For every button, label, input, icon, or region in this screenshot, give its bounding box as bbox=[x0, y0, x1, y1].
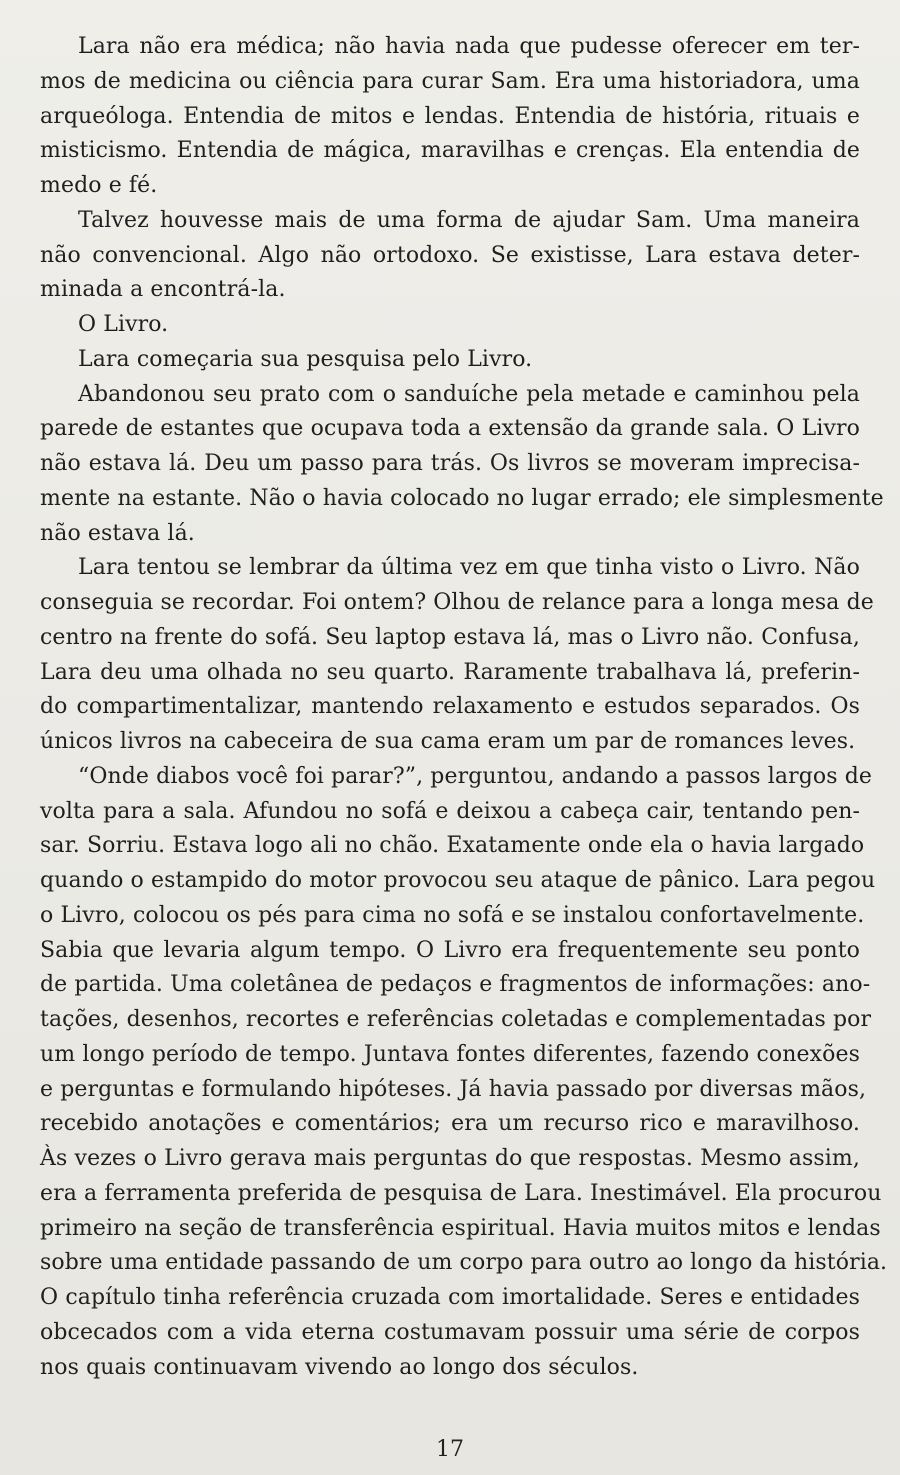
text-line: não estava lá. bbox=[40, 520, 195, 546]
text-line: medo e fé. bbox=[40, 173, 158, 198]
text-line: mos de medicina ou ciência para curar Sam. Era uma historiadora, uma bbox=[40, 68, 860, 94]
text-line: Lara deu uma olhada no seu quarto. Raramente trabalhava lá, preferin- bbox=[40, 659, 860, 685]
text-line: volta para a sala. Afundou no sofá e deixou a cabeça cair, tentando pen- bbox=[40, 798, 860, 824]
text-line: quando o estampido do motor provocou seu ataque de pânico. Lara pegou bbox=[40, 868, 876, 893]
text-line: Talvez houvesse mais de uma forma de ajudar Sam. Uma maneira bbox=[78, 207, 860, 233]
text-line: um longo período de tempo. Juntava fontes diferentes, fazendo conexões bbox=[40, 1041, 860, 1067]
text-line: “Onde diabos você foi parar?”, perguntou, andando a passos largos de bbox=[78, 763, 873, 789]
body-text bbox=[40, 30, 888, 1385]
text-line: O Livro. bbox=[78, 312, 169, 337]
text-line: era a ferramenta preferida de pesquisa de Lara. Inestimável. Ela procurou bbox=[40, 1180, 882, 1206]
text-line: O capítulo tinha referência cruzada com imortalidade. Seres e entidades bbox=[40, 1285, 860, 1310]
text-line: recebido anotações e comentários; era um recurso rico e maravilhoso. bbox=[40, 1111, 860, 1137]
text-line: misticismo. Entendia de mágica, maravilhas e crenças. Ela entendia de bbox=[40, 138, 860, 164]
text-line: do compartimentalizar, mantendo relaxamento e estudos separados. Os bbox=[40, 694, 860, 720]
text-line: tações, desenhos, recortes e referências coletadas e complementadas por bbox=[40, 1007, 872, 1032]
text-line: minada a encontrá-la. bbox=[40, 277, 286, 303]
text-line: Sabia que levaria algum tempo. O Livro era frequentemente seu ponto bbox=[40, 937, 860, 963]
text-line: Lara tentou se lembrar da última vez em que tinha visto o Livro. Não bbox=[78, 555, 860, 581]
text-line: mente na estante. Não o havia colocado no lugar errado; ele simplesmente bbox=[40, 485, 884, 511]
text-line: conseguia se recordar. Foi ontem? Olhou de relance para a longa mesa de bbox=[40, 590, 874, 615]
text-line: sar. Sorriu. Estava logo ali no chão. Exatamente onde ela o havia largado bbox=[40, 833, 865, 859]
text-line: Abandonou seu prato com o sanduíche pela metade e caminhou pela bbox=[78, 381, 860, 407]
text-line: nos quais continuavam vivendo ao longo dos séculos. bbox=[40, 1354, 639, 1380]
text-line: não estava lá. Deu um passo para trás. Os livros se moveram imprecisa- bbox=[40, 451, 860, 476]
text-line: não convencional. Algo não ortodoxo. Se existisse, Lara estava deter- bbox=[40, 242, 860, 268]
text-line: únicos livros na cabeceira de sua cama eram um par de romances leves. bbox=[40, 729, 856, 754]
text-line: e perguntas e formulando hipóteses. Já havia passado por diversas mãos, bbox=[40, 1076, 867, 1102]
text-line: sobre uma entidade passando de um corpo para outro ao longo da história. bbox=[40, 1250, 888, 1276]
text-line: Lara começaria sua pesquisa pelo Livro. bbox=[78, 346, 533, 372]
text-line: primeiro na seção de transferência espiritual. Havia muitos mitos e lendas bbox=[40, 1215, 881, 1241]
text-line: de partida. Uma coletânea de pedaços e fragmentos de informações: ano- bbox=[40, 972, 871, 998]
page-number: 17 bbox=[436, 1437, 464, 1462]
text-line: obcecados com a vida eterna costumavam possuir uma série de corpos bbox=[40, 1319, 860, 1345]
text-line: centro na frente do sofá. Seu laptop estava lá, mas o Livro não. Confusa, bbox=[40, 624, 860, 650]
text-line: o Livro, colocou os pés para cima no sofá e se instalou confortavelmente. bbox=[40, 902, 865, 928]
text-line: arqueóloga. Entendia de mitos e lendas. Entendia de história, rituais e bbox=[40, 103, 860, 129]
text-line: parede de estantes que ocupava toda a extensão da grande sala. O Livro bbox=[40, 416, 860, 442]
text-line: Às vezes o Livro gerava mais perguntas do que respostas. Mesmo assim, bbox=[40, 1146, 860, 1171]
text-line: Lara não era médica; não havia nada que pudesse oferecer em ter- bbox=[78, 34, 860, 59]
